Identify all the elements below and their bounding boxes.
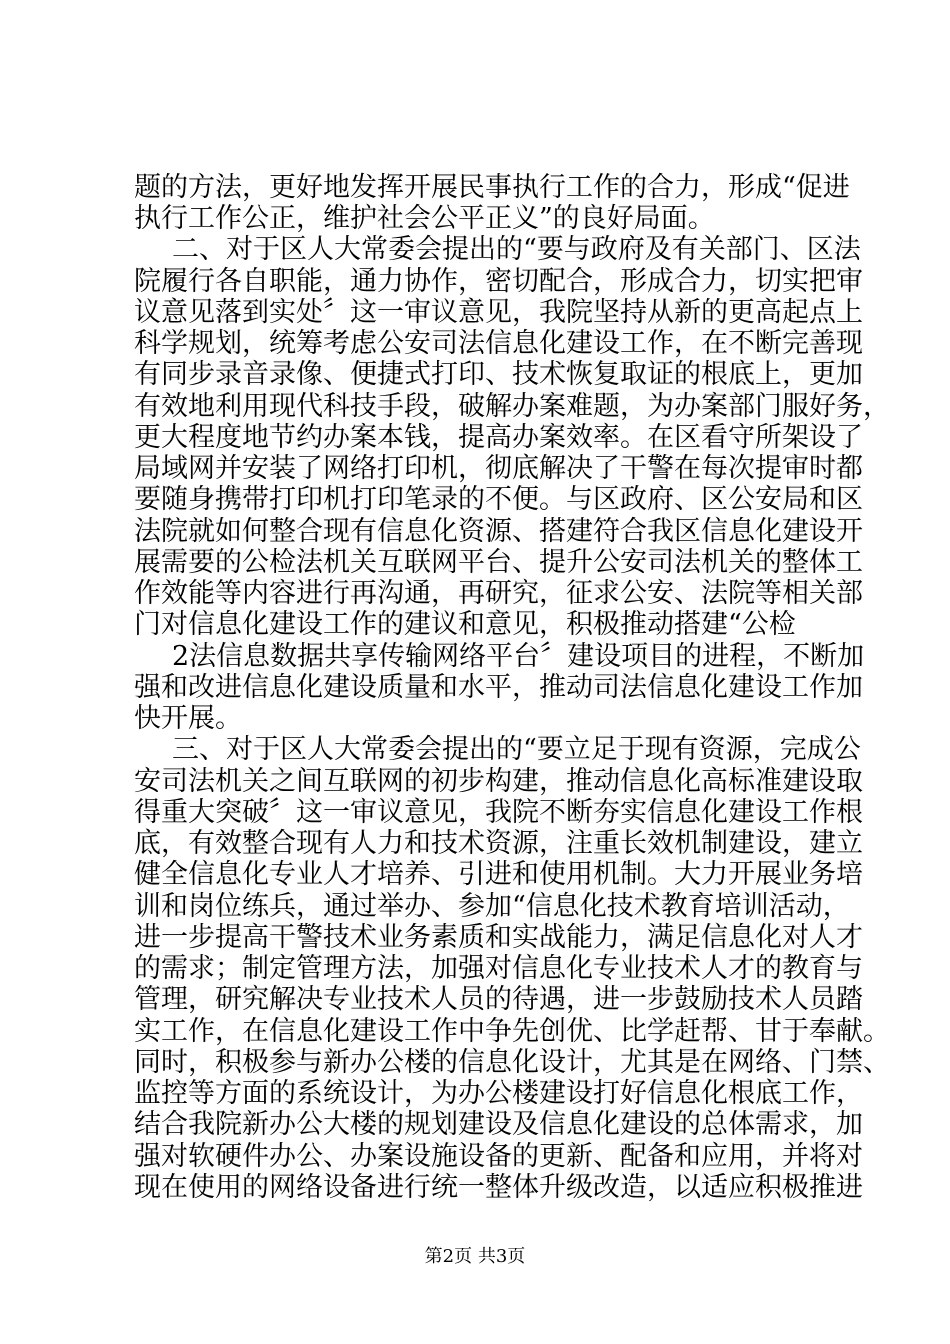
text-line: 有效地利用现代科技手段，破解办案难题，为办案部门服好务， [134,391,890,422]
text-line: 现在使用的网络设备进行统一整体升级改造，以适应积极推进 [134,1172,863,1203]
page-number: 第2页 共3页 [424,1246,526,1267]
text-line: 法院就如何整合现有信息化资源、搭建符合我区信息化建设开 [134,516,863,547]
text-line: 安司法机关之间互联网的初步构建，推动信息化高标准建设取 [134,766,863,797]
text-line: 展需要的公检法机关互联网平台、提升公安司法机关的整体工 [134,547,863,578]
text-line: 2法信息数据共享传输网络平台〞建设项目的进程，不断加 [172,641,865,672]
text-line: 的需求；制定管理方法，加强对信息化专业技术人才的教育与 [134,953,863,984]
text-line: 有同步录音录像、便捷式打印、技术恢复取证的根底上，更加 [134,359,863,390]
text-line: 实工作，在信息化建设工作中争先创优、比学赶帮、甘于奉献。 [134,1016,890,1047]
text-line: 三、对于区人大常委会提出的“要立足于现有资源，完成公 [172,734,861,765]
text-line: 门对信息化建设工作的建议和意见，积极推动搭建“公检 [134,609,796,640]
text-line: 题的方法，更好地发挥开展民事执行工作的合力，形成“促进 [134,172,850,203]
text-line: 二、对于区人大常委会提出的“要与政府及有关部门、区法 [172,234,861,265]
text-line: 强对软硬件办公、办案设施设备的更新、配备和应用，并将对 [134,1141,863,1172]
text-line: 底，有效整合现有人力和技术资源，注重长效机制建设，建立 [134,828,863,859]
text-line: 科学规划，统筹考虑公安司法信息化建设工作，在不断完善现 [134,328,863,359]
text-line: 训和岗位练兵，通过举办、参加“信息化技术教育培训活动， [134,891,850,922]
text-line: 进一步提高干警技术业务素质和实战能力，满足信息化对人才 [134,922,863,953]
text-line: 强和改进信息化建设质量和水平，推动司法信息化建设工作加 [134,672,863,703]
text-line: 得重大突破〞这一审议意见，我院不断夯实信息化建设工作根 [134,797,863,828]
text-line: 局域网并安装了网络打印机，彻底解决了干警在每次提审时都 [134,453,863,484]
text-line: 执行工作公正，维护社会公平正义”的良好局面。 [134,203,715,234]
text-line: 结合我院新办公大楼的规划建设及信息化建设的总体需求，加 [134,1109,863,1140]
text-line: 健全信息化专业人才培养、引进和使用机制。大力开展业务培 [134,859,863,890]
text-line: 作效能等内容进行再沟通，再研究，征求公安、法院等相关部 [134,578,863,609]
text-line: 快开展。 [134,703,242,734]
text-line: 议意见落到实处〞这一审议意见，我院坚持从新的更高起点上 [134,297,863,328]
text-line: 同时，积极参与新办公楼的信息化设计，尤其是在网络、门禁、 [134,1047,890,1078]
text-line: 更大程度地节约办案本钱，提高办案效率。在区看守所架设了 [134,422,863,453]
text-line: 院履行各自职能，通力协作，密切配合，形成合力，切实把审 [134,266,863,297]
text-line: 监控等方面的系统设计，为办公楼建设打好信息化根底工作， [134,1078,863,1109]
text-line: 管理，研究解决专业技术人员的待遇，进一步鼓励技术人员踏 [134,984,863,1015]
text-line: 要随身携带打印机打印笔录的不便。与区政府、区公安局和区 [134,484,863,515]
